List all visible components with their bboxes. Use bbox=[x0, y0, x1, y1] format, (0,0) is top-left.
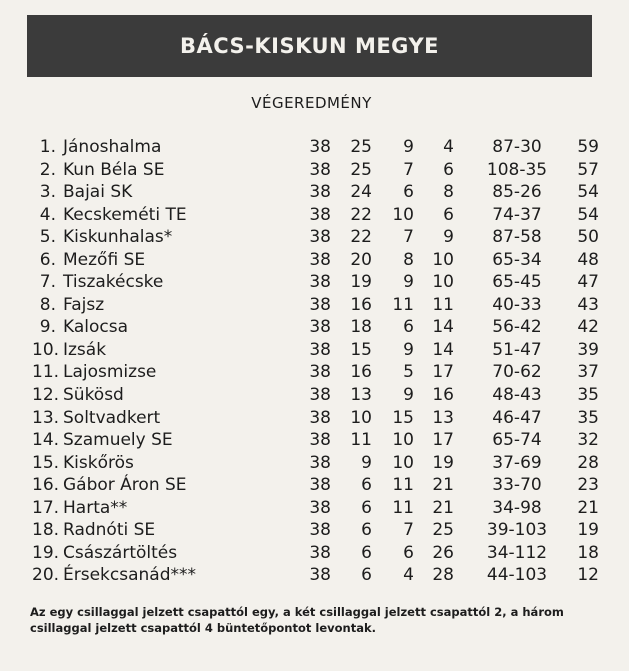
drawn-cell: 6 bbox=[403, 542, 414, 563]
table-row bbox=[32, 226, 612, 249]
won-cell: 13 bbox=[350, 385, 372, 406]
table-row bbox=[32, 361, 612, 384]
won-cell: 9 bbox=[361, 452, 372, 473]
goals-cell: 85-26 bbox=[492, 182, 542, 203]
won-cell: 22 bbox=[350, 204, 372, 225]
table-row bbox=[32, 407, 612, 430]
goals-cell: 56-42 bbox=[492, 317, 542, 338]
team-name: Lajosmizse bbox=[63, 362, 157, 383]
team-name: Kalocsa bbox=[63, 317, 129, 338]
lost-cell: 28 bbox=[432, 565, 454, 586]
goals-cell: 65-45 bbox=[492, 272, 542, 293]
lost-cell: 4 bbox=[443, 137, 454, 157]
table-row bbox=[32, 294, 612, 317]
drawn-cell: 7 bbox=[403, 227, 414, 248]
points-cell: 39 bbox=[577, 339, 599, 360]
points-cell: 43 bbox=[577, 294, 599, 315]
team-name: Tiszakécske bbox=[63, 272, 164, 293]
played-cell: 38 bbox=[309, 294, 331, 315]
team-name: Radnóti SE bbox=[63, 520, 156, 541]
lost-cell: 19 bbox=[432, 452, 454, 473]
team-name: Jánoshalma bbox=[63, 137, 162, 157]
team-name: Császártöltés bbox=[63, 542, 178, 563]
drawn-cell: 11 bbox=[392, 294, 414, 315]
table-row bbox=[32, 384, 612, 407]
drawn-cell: 9 bbox=[403, 385, 414, 406]
won-cell: 25 bbox=[350, 137, 372, 157]
drawn-cell: 9 bbox=[403, 339, 414, 360]
drawn-cell: 9 bbox=[403, 272, 414, 293]
rank-cell: 10. bbox=[32, 339, 60, 360]
goals-cell: 108-35 bbox=[486, 159, 548, 180]
team-name: Gábor Áron SE bbox=[63, 475, 187, 496]
lost-cell: 16 bbox=[432, 385, 454, 406]
lost-cell: 21 bbox=[432, 497, 454, 518]
drawn-cell: 10 bbox=[392, 204, 414, 225]
points-cell: 35 bbox=[577, 407, 599, 428]
points-cell: 50 bbox=[577, 227, 599, 248]
table-row bbox=[32, 249, 612, 272]
goals-cell: 33-70 bbox=[492, 475, 542, 496]
points-cell: 54 bbox=[577, 182, 599, 203]
team-name: Kecskeméti TE bbox=[63, 204, 187, 225]
table-row bbox=[32, 271, 612, 294]
lost-cell: 25 bbox=[432, 520, 454, 541]
standings-table bbox=[32, 136, 612, 587]
team-name: Fajsz bbox=[63, 294, 105, 315]
goals-cell: 70-62 bbox=[492, 362, 542, 383]
played-cell: 38 bbox=[309, 272, 331, 293]
table-row bbox=[32, 564, 612, 587]
table-row bbox=[32, 316, 612, 339]
goals-cell: 74-37 bbox=[492, 204, 542, 225]
played-cell: 38 bbox=[309, 204, 331, 225]
drawn-cell: 6 bbox=[403, 182, 414, 203]
points-cell: 21 bbox=[577, 497, 599, 518]
won-cell: 19 bbox=[350, 272, 372, 293]
points-cell: 28 bbox=[577, 452, 599, 473]
played-cell: 38 bbox=[309, 339, 331, 360]
footnote: Az egy csillaggal jelzett csapattól egy, a két csillaggal jelzett csapattól 2, a három csillaggal jelzett csapattól 4 büntetőpontot levontak. bbox=[30, 605, 564, 635]
table-row bbox=[32, 181, 612, 204]
drawn-cell: 15 bbox=[392, 407, 414, 428]
played-cell: 38 bbox=[309, 565, 331, 586]
won-cell: 6 bbox=[361, 497, 372, 518]
team-name: Kun Béla SE bbox=[63, 159, 165, 180]
points-cell: 12 bbox=[577, 565, 599, 586]
goals-cell: 51-47 bbox=[492, 339, 542, 360]
won-cell: 18 bbox=[350, 317, 372, 338]
lost-cell: 13 bbox=[432, 407, 454, 428]
rank-cell: 6. bbox=[39, 249, 56, 270]
points-cell: 37 bbox=[577, 362, 599, 383]
won-cell: 24 bbox=[350, 182, 372, 203]
points-cell: 23 bbox=[577, 475, 599, 496]
won-cell: 6 bbox=[361, 565, 372, 586]
played-cell: 38 bbox=[309, 497, 331, 518]
table-row bbox=[32, 542, 612, 565]
drawn-cell: 6 bbox=[403, 317, 414, 338]
won-cell: 6 bbox=[361, 542, 372, 563]
won-cell: 6 bbox=[361, 520, 372, 541]
table-row bbox=[32, 497, 612, 520]
page-title: BÁCS-KISKUN MEGYE bbox=[179, 34, 440, 58]
won-cell: 6 bbox=[361, 475, 372, 496]
won-cell: 11 bbox=[350, 430, 372, 451]
team-name: Izsák bbox=[63, 339, 107, 360]
drawn-cell: 9 bbox=[403, 137, 414, 157]
won-cell: 10 bbox=[350, 407, 372, 428]
rank-cell: 7. bbox=[39, 272, 56, 293]
goals-cell: 46-47 bbox=[492, 407, 542, 428]
team-name: Kiskőrös bbox=[63, 452, 134, 473]
points-cell: 35 bbox=[577, 385, 599, 406]
drawn-cell: 11 bbox=[392, 497, 414, 518]
lost-cell: 26 bbox=[432, 542, 454, 563]
goals-cell: 87-30 bbox=[492, 137, 542, 157]
points-cell: 48 bbox=[577, 249, 599, 270]
rank-cell: 17. bbox=[32, 497, 60, 518]
subtitle-text: VÉGEREDMÉNY bbox=[251, 94, 372, 112]
won-cell: 20 bbox=[350, 249, 372, 270]
played-cell: 38 bbox=[309, 137, 331, 157]
rank-cell: 5. bbox=[39, 227, 56, 248]
subtitle bbox=[0, 94, 629, 112]
rank-cell: 16. bbox=[32, 475, 60, 496]
played-cell: 38 bbox=[309, 227, 331, 248]
header-banner bbox=[27, 15, 592, 77]
won-cell: 25 bbox=[350, 159, 372, 180]
drawn-cell: 10 bbox=[392, 430, 414, 451]
points-cell: 59 bbox=[577, 137, 599, 157]
table-row bbox=[32, 429, 612, 452]
rank-cell: 2. bbox=[39, 159, 56, 180]
played-cell: 38 bbox=[309, 317, 331, 338]
lost-cell: 9 bbox=[443, 227, 454, 248]
rank-cell: 20. bbox=[32, 565, 60, 586]
won-cell: 16 bbox=[350, 362, 372, 383]
rank-cell: 15. bbox=[32, 452, 60, 473]
points-cell: 47 bbox=[577, 272, 599, 293]
played-cell: 38 bbox=[309, 362, 331, 383]
goals-cell: 39-103 bbox=[486, 520, 548, 541]
team-name: Sükösd bbox=[63, 385, 124, 406]
lost-cell: 17 bbox=[432, 362, 454, 383]
rank-cell: 19. bbox=[32, 542, 60, 563]
drawn-cell: 7 bbox=[403, 159, 414, 180]
lost-cell: 17 bbox=[432, 430, 454, 451]
played-cell: 38 bbox=[309, 520, 331, 541]
lost-cell: 14 bbox=[432, 339, 454, 360]
lost-cell: 10 bbox=[432, 272, 454, 293]
team-name: Szamuely SE bbox=[63, 430, 173, 451]
rank-cell: 14. bbox=[32, 430, 60, 451]
played-cell: 38 bbox=[309, 249, 331, 270]
points-cell: 54 bbox=[577, 204, 599, 225]
team-name: Mezőfi SE bbox=[63, 249, 146, 270]
points-cell: 42 bbox=[577, 317, 599, 338]
played-cell: 38 bbox=[309, 407, 331, 428]
table-row bbox=[32, 159, 612, 182]
goals-cell: 40-33 bbox=[492, 294, 542, 315]
lost-cell: 6 bbox=[443, 159, 454, 180]
table-row bbox=[32, 339, 612, 362]
goals-cell: 65-74 bbox=[492, 430, 542, 451]
points-cell: 32 bbox=[577, 430, 599, 451]
team-name: Soltvadkert bbox=[63, 407, 161, 428]
table-row bbox=[32, 474, 612, 497]
team-name: Kiskunhalas* bbox=[63, 227, 173, 248]
goals-cell: 37-69 bbox=[492, 452, 542, 473]
rank-cell: 3. bbox=[39, 182, 56, 203]
played-cell: 38 bbox=[309, 159, 331, 180]
table-row bbox=[32, 452, 612, 475]
lost-cell: 11 bbox=[432, 294, 454, 315]
lost-cell: 6 bbox=[443, 204, 454, 225]
won-cell: 22 bbox=[350, 227, 372, 248]
rank-cell: 9. bbox=[39, 317, 56, 338]
played-cell: 38 bbox=[309, 542, 331, 563]
lost-cell: 10 bbox=[432, 249, 454, 270]
goals-cell: 34-112 bbox=[486, 542, 548, 563]
points-cell: 19 bbox=[577, 520, 599, 541]
drawn-cell: 5 bbox=[403, 362, 414, 383]
team-name: Érsekcsanád*** bbox=[63, 565, 196, 586]
rank-cell: 8. bbox=[39, 294, 56, 315]
rank-cell: 18. bbox=[32, 520, 60, 541]
goals-cell: 44-103 bbox=[486, 565, 548, 586]
lost-cell: 14 bbox=[432, 317, 454, 338]
drawn-cell: 11 bbox=[392, 475, 414, 496]
goals-cell: 65-34 bbox=[492, 249, 542, 270]
played-cell: 38 bbox=[309, 182, 331, 203]
rank-cell: 12. bbox=[32, 385, 60, 406]
won-cell: 16 bbox=[350, 294, 372, 315]
played-cell: 38 bbox=[309, 385, 331, 406]
rank-cell: 1. bbox=[39, 137, 56, 157]
table-row bbox=[32, 519, 612, 542]
points-cell: 18 bbox=[577, 542, 599, 563]
lost-cell: 21 bbox=[432, 475, 454, 496]
drawn-cell: 8 bbox=[403, 249, 414, 270]
played-cell: 38 bbox=[309, 475, 331, 496]
points-cell: 57 bbox=[577, 159, 599, 180]
rank-cell: 13. bbox=[32, 407, 60, 428]
rank-cell: 4. bbox=[39, 204, 56, 225]
goals-cell: 87-58 bbox=[492, 227, 542, 248]
drawn-cell: 4 bbox=[403, 565, 414, 586]
played-cell: 38 bbox=[309, 430, 331, 451]
drawn-cell: 7 bbox=[403, 520, 414, 541]
rank-cell: 11. bbox=[32, 362, 60, 383]
table-row bbox=[32, 136, 612, 159]
lost-cell: 8 bbox=[443, 182, 454, 203]
goals-cell: 34-98 bbox=[492, 497, 542, 518]
team-name: Bajai SK bbox=[63, 182, 133, 203]
table-row bbox=[32, 204, 612, 227]
played-cell: 38 bbox=[309, 452, 331, 473]
goals-cell: 48-43 bbox=[492, 385, 542, 406]
won-cell: 15 bbox=[350, 339, 372, 360]
team-name: Harta** bbox=[63, 497, 128, 518]
drawn-cell: 10 bbox=[392, 452, 414, 473]
